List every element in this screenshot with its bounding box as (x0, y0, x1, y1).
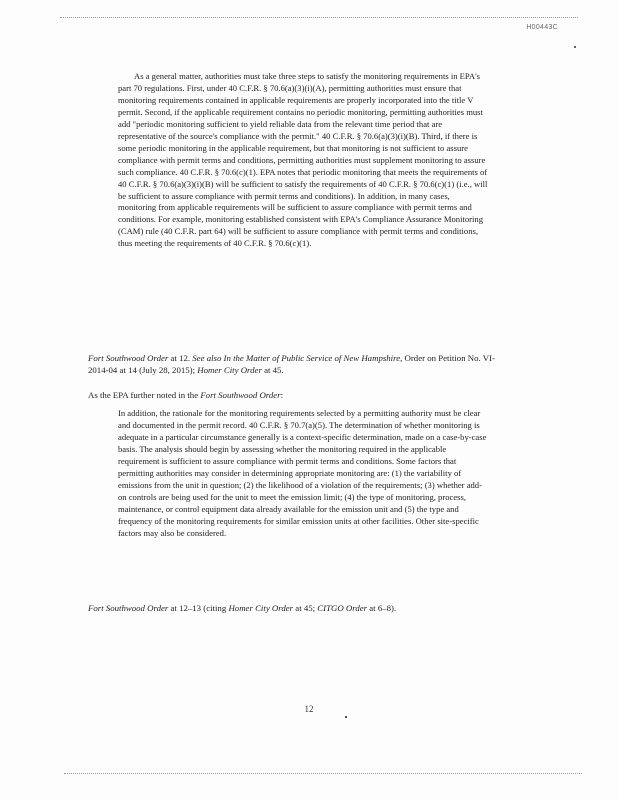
bates-number: H00443C (526, 24, 558, 31)
case-name: Fort Southwood Order (200, 390, 281, 400)
block-quote-2-text: In addition, the rationale for the monitoring requirements selected by a permitting authority must be clear and documented in the permit record. 40 C.F.R. § 70.7(a)(5). The determination of whether monitoring is adequate in a particular circumstance generally is a context-specific determination, made on a case-by-case basis. The analysis should begin by assessing whether the monitoring required in the applicable requirement is sufficient to assure compliance with permit terms and conditions. Some factors that permitting authorities may consider in determining appropriate monitoring are: (1) the variability of emissions from the unit in question; (2) the likelihood of a violation of the requirements; (3) whether add-on controls are being used for the unit to meet the emission limit; (4) the type of monitoring, process, maintenance, or control equipment data already available for the emission unit and (5) the type and frequency of the monitoring requirements for similar emission units at other facilities. Other site-specific factors may also be considered. (118, 408, 487, 538)
block-quote-monitoring-steps (118, 71, 488, 250)
scan-speck (345, 716, 347, 718)
citation-text: at 6–8). (367, 603, 397, 613)
page-number: 12 (304, 704, 314, 714)
citation-fort-southwood-1 (88, 352, 508, 376)
citation-text: at 12. (168, 353, 193, 363)
intro-colon: : (280, 390, 284, 400)
intro-sentence (88, 389, 508, 401)
case-name: CITGO Order (317, 603, 368, 613)
citation-text: , Order on Petition No. VI-2014-04 at 14 (July 28, 2015); (88, 353, 495, 375)
scan-speck (574, 46, 576, 48)
case-name: Homer City Order (197, 365, 262, 375)
citation-text: at 45; (293, 603, 318, 613)
intro-text: As the EPA further noted in the (88, 390, 201, 400)
case-name: Fort Southwood Order (88, 353, 169, 363)
block-quote-1-text: As a general matter, authorities must take three steps to satisfy the monitoring requirements in EPA's part 70 regulations. First, under 40 C.F.R. § 70.6(a)(3)(i)(A), permitting authorities must ensure that monitoring requirements contained in applicable requirements are properly incorporated into the title V permit. Second, if the applicable requirement contains no periodic monitoring, permitting authorities must add "periodic monitoring sufficient to yield reliable data from the relevant time period that are representative of the source's compliance with the permit." 40 C.F.R. § 70.6(a)(3)(i)(B). Third, if there is some periodic monitoring in the applicable requirement, but that monitoring is not sufficient to assure compliance with permit terms and conditions, permitting authorities must supplement monitoring to assure such compliance. 40 C.F.R. § 70.6(c)(1). EPA notes that periodic monitoring that meets the requirements of 40 C.F.R. § 70.6(a)(3)(i)(B) will be sufficient to satisfy the requirements of 40 C.F.R. § 70.6(c)(1) (i.e., will be sufficient to assure compliance with permit terms and conditions). In addition, in many cases, monitoring from applicable requirements will be sufficient to assure compliance with permit terms and conditions. For example, monitoring established consistent with EPA's Compliance Assurance Monitoring (CAM) rule (40 C.F.R. part 64) will be sufficient to assure compliance with permit terms and conditions, thus meeting the requirements of 40 C.F.R. § 70.6(c)(1). (118, 71, 488, 249)
case-name: Fort Southwood Order (88, 603, 169, 613)
block-quote-monitoring-rationale (118, 408, 488, 539)
citation-fort-southwood-2 (88, 602, 508, 614)
citation-text: at 45. (261, 365, 284, 375)
see-also-signal: See also In the Matter of Public Service of New Hampshire (192, 353, 401, 363)
scan-bottom-border (64, 773, 582, 774)
citation-text: at 12–13 (citing (168, 603, 229, 613)
scan-top-border (60, 17, 578, 18)
case-name: Homer City Order (228, 603, 294, 613)
